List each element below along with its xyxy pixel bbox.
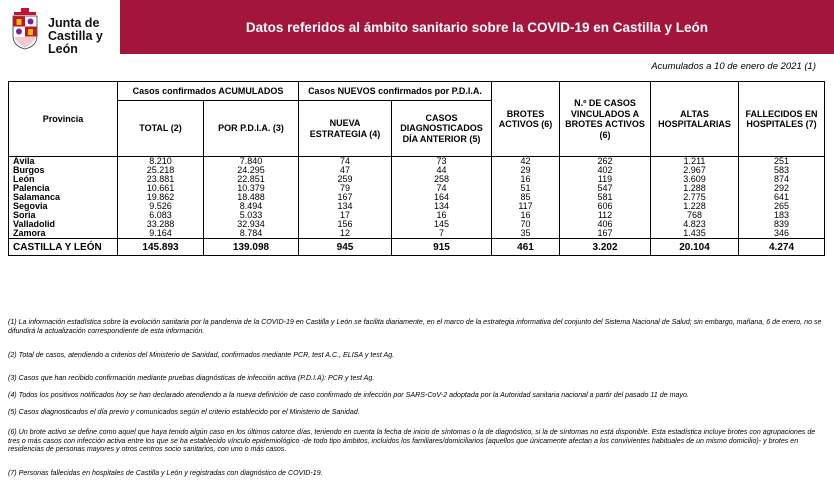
- total-cell: 461: [492, 239, 560, 256]
- table-cell: 641: [739, 193, 825, 202]
- table-cell: 547: [560, 184, 651, 193]
- table-cell: 3.609: [651, 175, 739, 184]
- table-cell: 167: [299, 193, 392, 202]
- total-cell: 915: [392, 239, 492, 256]
- table-cell: 2.775: [651, 193, 739, 202]
- group-acumulados: Casos confirmados ACUMULADOS: [118, 82, 299, 101]
- date-subtitle: Acumulados a 10 de enero de 2021 (1): [651, 61, 816, 72]
- table-cell: 22.851: [204, 175, 299, 184]
- province-name: Palencia: [9, 184, 118, 193]
- table-cell: 85: [492, 193, 560, 202]
- table-cell: 9.526: [118, 202, 204, 211]
- table-cell: 8.784: [204, 229, 299, 239]
- col-fallecidos: FALLECIDOS EN HOSPITALES (7): [739, 82, 825, 157]
- table-cell: 24.295: [204, 166, 299, 175]
- table-cell: 32.934: [204, 220, 299, 229]
- coat-of-arms-icon: [11, 8, 39, 50]
- page-title: Datos referidos al ámbito sanitario sobre la COVID-19 en Castilla y León: [245, 19, 709, 35]
- province-name: Salamanca: [9, 193, 118, 202]
- table-cell: 1.228: [651, 202, 739, 211]
- province-name: Zamora: [9, 229, 118, 239]
- total-cell: 139.098: [204, 239, 299, 256]
- table-cell: 134: [299, 202, 392, 211]
- footnote: (1) La información estadística sobre la evolución sanitaria por la pandemia de la COVID-19 en Castilla y León se facilita diariamente, en el marco de la estrategia informativa del conjunto del Sistema Nacional de Salud; sin embargo, mañana, 6 de enero, no se difundirá la actualización correspondiente de esta información.: [8, 318, 822, 335]
- table-cell: 16: [492, 211, 560, 220]
- footnote: (4) Todos los positivos notificados hoy se han declarado atendiendo a la nueva definición de caso confirmado de infección por SARS-CoV-2 adoptada por la Autoridad sanitaria nacional a partir del pasado 11 de mayo.: [8, 391, 689, 399]
- footnote: (6) Un brote activo se define como aquel que haya tenido algún caso en los últimos catorce días, teniendo en cuenta la fecha de inicio de síntomas o la de diagnóstico, si la de síntomas no está disponible. Esta estadística incluye brotes con agrupaciones de tres o más casos con infección activa entre los que se ha establecido vínculo epidemiológico -de todo tipo ámbitos, incluidos los familiares/domiciliarios (aquellos que únicamente afectan a los convivientes habituales de un mismo domicilio)- y brotes en residencias de personas mayores y otros centros socio sanitarios, con uno o más casos.: [8, 428, 816, 454]
- table-cell: 73: [392, 157, 492, 167]
- table-cell: 346: [739, 229, 825, 239]
- table-row: [9, 202, 825, 211]
- table-cell: 4.823: [651, 220, 739, 229]
- table-cell: 17: [299, 211, 392, 220]
- table-cell: 583: [739, 166, 825, 175]
- table-cell: 164: [392, 193, 492, 202]
- logo-line-1: Junta de: [48, 16, 100, 30]
- table-cell: 16: [492, 175, 560, 184]
- footnote: (7) Personas fallecidas en hospitales de Castilla y León y registradas con diagnóstico de COVID-19.: [8, 469, 323, 477]
- table-cell: 9.164: [118, 229, 204, 239]
- table-cell: 25.218: [118, 166, 204, 175]
- table-cell: 1.288: [651, 184, 739, 193]
- table-cell: 406: [560, 220, 651, 229]
- table-cell: 262: [560, 157, 651, 167]
- footnote: (5) Casos diagnosticados el día previo y comunicados según el criterio establecido por el Ministerio de Sanidad.: [8, 408, 360, 416]
- table-cell: 167: [560, 229, 651, 239]
- col-altas: ALTAS HOSPITALARIAS: [651, 82, 739, 157]
- logo-text: [48, 17, 118, 56]
- table-cell: 606: [560, 202, 651, 211]
- table-cell: 44: [392, 166, 492, 175]
- table-cell: 2.967: [651, 166, 739, 175]
- table-cell: 581: [560, 193, 651, 202]
- table-cell: 134: [392, 202, 492, 211]
- table-cell: 1.435: [651, 229, 739, 239]
- table-cell: 8.494: [204, 202, 299, 211]
- total-cell: 945: [299, 239, 392, 256]
- table-cell: 1.211: [651, 157, 739, 167]
- table-cell: 402: [560, 166, 651, 175]
- table-cell: 12: [299, 229, 392, 239]
- table-cell: 19.862: [118, 193, 204, 202]
- province-name: Soria: [9, 211, 118, 220]
- logo-line-2: Castilla y León: [48, 29, 103, 56]
- table-cell: 51: [492, 184, 560, 193]
- col-nueva-estrategia: NUEVA ESTRATEGIA (4): [299, 101, 392, 157]
- footnote: (3) Casos que han recibido confirmación mediante pruebas diagnósticas de infección activa (P.D.I.A): PCR y test Ag.: [8, 374, 375, 382]
- table-cell: 292: [739, 184, 825, 193]
- table-cell: 768: [651, 211, 739, 220]
- table-cell: 29: [492, 166, 560, 175]
- table-cell: 156: [299, 220, 392, 229]
- table-cell: 47: [299, 166, 392, 175]
- table-cell: 74: [392, 184, 492, 193]
- table-cell: 265: [739, 202, 825, 211]
- table-cell: 16: [392, 211, 492, 220]
- table-cell: 7.840: [204, 157, 299, 167]
- col-provincia: Provincia: [9, 82, 118, 157]
- table-cell: 79: [299, 184, 392, 193]
- title-banner: [120, 0, 834, 54]
- total-cell: 4.274: [739, 239, 825, 256]
- group-nuevos: Casos NUEVOS confirmados por P.D.I.A.: [299, 82, 492, 101]
- province-name: León: [9, 175, 118, 184]
- table-cell: 18.488: [204, 193, 299, 202]
- col-diagnosticados: CASOS DIAGNOSTICADOS DÍA ANTERIOR (5): [392, 101, 492, 157]
- total-row: [9, 239, 825, 256]
- province-name: Burgos: [9, 166, 118, 175]
- table-cell: 839: [739, 220, 825, 229]
- group-header-row: [9, 82, 825, 101]
- table-cell: 6.083: [118, 211, 204, 220]
- table-cell: 5.033: [204, 211, 299, 220]
- junta-logo: [6, 6, 118, 54]
- footnote: (2) Total de casos, atendiendo a criterios del Ministerio de Sanidad, confirmados mediante PCR, test A.C., ELISA y test Ag.: [8, 351, 395, 359]
- province-name: Segovia: [9, 202, 118, 211]
- table-cell: 183: [739, 211, 825, 220]
- table-cell: 112: [560, 211, 651, 220]
- table-cell: 35: [492, 229, 560, 239]
- col-brotes: BROTES ACTIVOS (6): [492, 82, 560, 157]
- table-cell: 119: [560, 175, 651, 184]
- table-cell: 23.881: [118, 175, 204, 184]
- table-cell: 258: [392, 175, 492, 184]
- table-cell: 10.661: [118, 184, 204, 193]
- table-cell: 8.210: [118, 157, 204, 167]
- table-cell: 259: [299, 175, 392, 184]
- table-cell: 7: [392, 229, 492, 239]
- table-cell: 70: [492, 220, 560, 229]
- table-cell: 33.288: [118, 220, 204, 229]
- total-cell: CASTILLA Y LEÓN: [9, 239, 118, 256]
- col-total: TOTAL (2): [118, 101, 204, 157]
- total-cell: 20.104: [651, 239, 739, 256]
- table-cell: 42: [492, 157, 560, 167]
- table-cell: 145: [392, 220, 492, 229]
- table-cell: 874: [739, 175, 825, 184]
- covid-data-table: [8, 81, 825, 256]
- province-name: Ávila: [9, 157, 118, 167]
- col-pdia: POR P.D.I.A. (3): [204, 101, 299, 157]
- table-row: [9, 229, 825, 239]
- table-cell: 74: [299, 157, 392, 167]
- col-vinculados: N.º DE CASOS VINCULADOS A BROTES ACTIVOS (6): [560, 82, 651, 157]
- total-cell: 3.202: [560, 239, 651, 256]
- table-cell: 10.379: [204, 184, 299, 193]
- table-cell: 117: [492, 202, 560, 211]
- province-name: Valladolid: [9, 220, 118, 229]
- total-cell: 145.893: [118, 239, 204, 256]
- table-cell: 251: [739, 157, 825, 167]
